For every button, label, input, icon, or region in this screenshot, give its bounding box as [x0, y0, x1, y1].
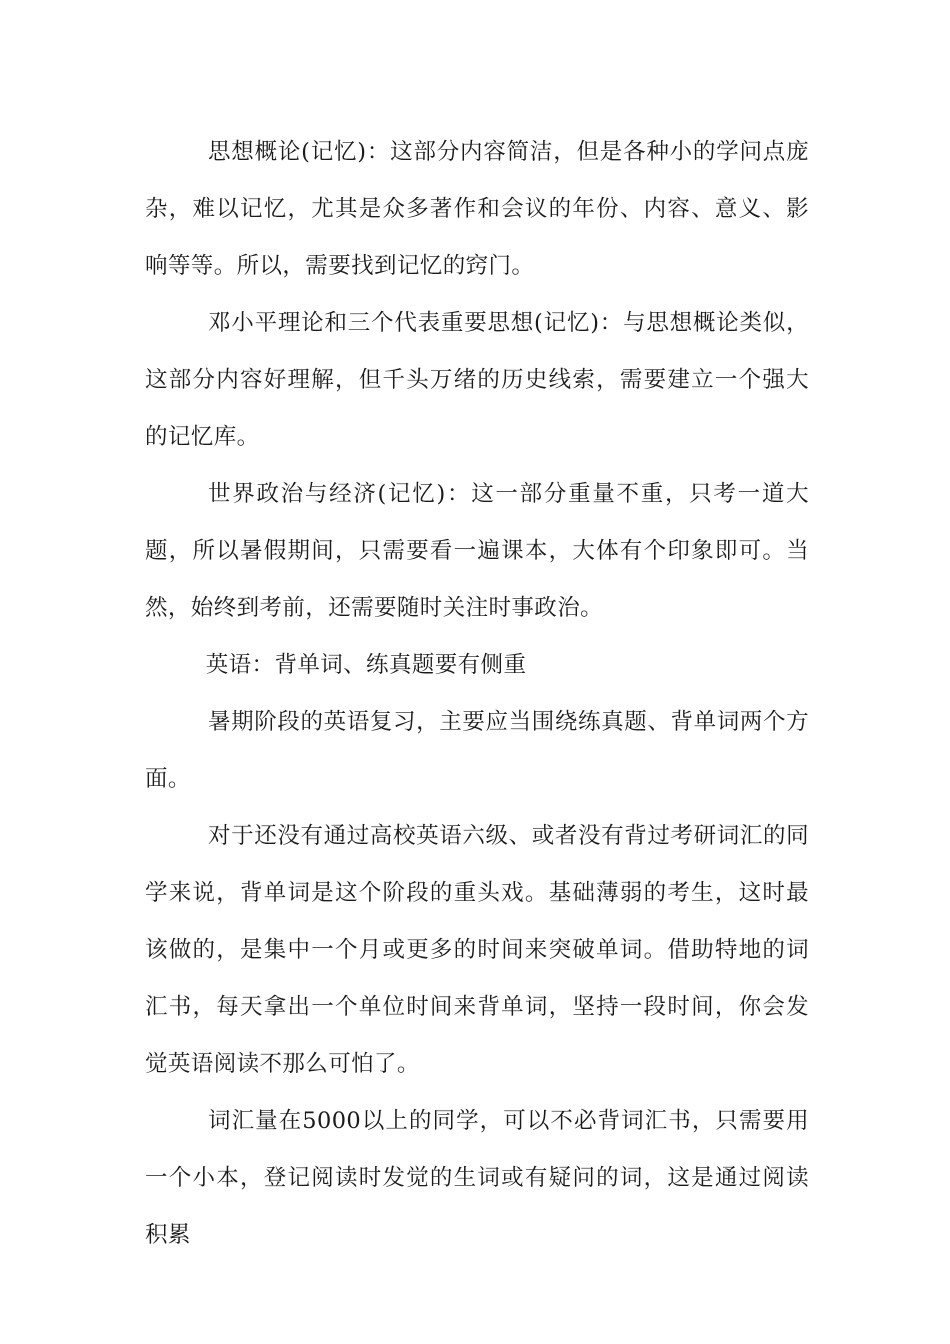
paragraph-vocabulary-beginners: 对于还没有通过高校英语六级、或者没有背过考研词汇的同学来说，背单词是这个阶段的重头戏。基础薄弱的考生，这时最该做的，是集中一个月或更多的时间来突破单词。借助特地的词汇书，每天拿出一个单位时间来背单词，坚持一段时间，你会发觉英语阅读不那么可怕了。	[145, 823, 809, 1077]
section-heading-english: 英语：背单词、练真题要有侧重	[205, 652, 527, 678]
paragraph-vocabulary-advanced: 词汇量在5000以上的同学，可以不必背词汇书，只需要用一个小本，登记阅读时发觉的生词或有疑问的词，这是通过阅读积累	[145, 1108, 809, 1248]
paragraph-deng-theory: 邓小平理论和三个代表重要思想(记忆)：与思想概论类似，这部分内容好理解，但千头万绪的历史线索，需要建立一个强大的记忆库。	[145, 310, 809, 450]
paragraph-world-politics: 世界政治与经济(记忆)：这一部分重量不重，只考一道大题，所以暑假期间，只需要看一遍课本，大体有个印象即可。当然，始终到考前，还需要随时关注时事政治。	[145, 481, 809, 621]
document-body	[145, 124, 809, 1264]
paragraph-thought-overview: 思想概论(记忆)：这部分内容简洁，但是各种小的学问点庞杂，难以记忆，尤其是众多著作和会议的年份、内容、意义、影响等等。所以，需要找到记忆的窍门。	[145, 139, 809, 279]
paragraph-english-summer: 暑期阶段的英语复习，主要应当围绕练真题、背单词两个方面。	[145, 709, 809, 792]
